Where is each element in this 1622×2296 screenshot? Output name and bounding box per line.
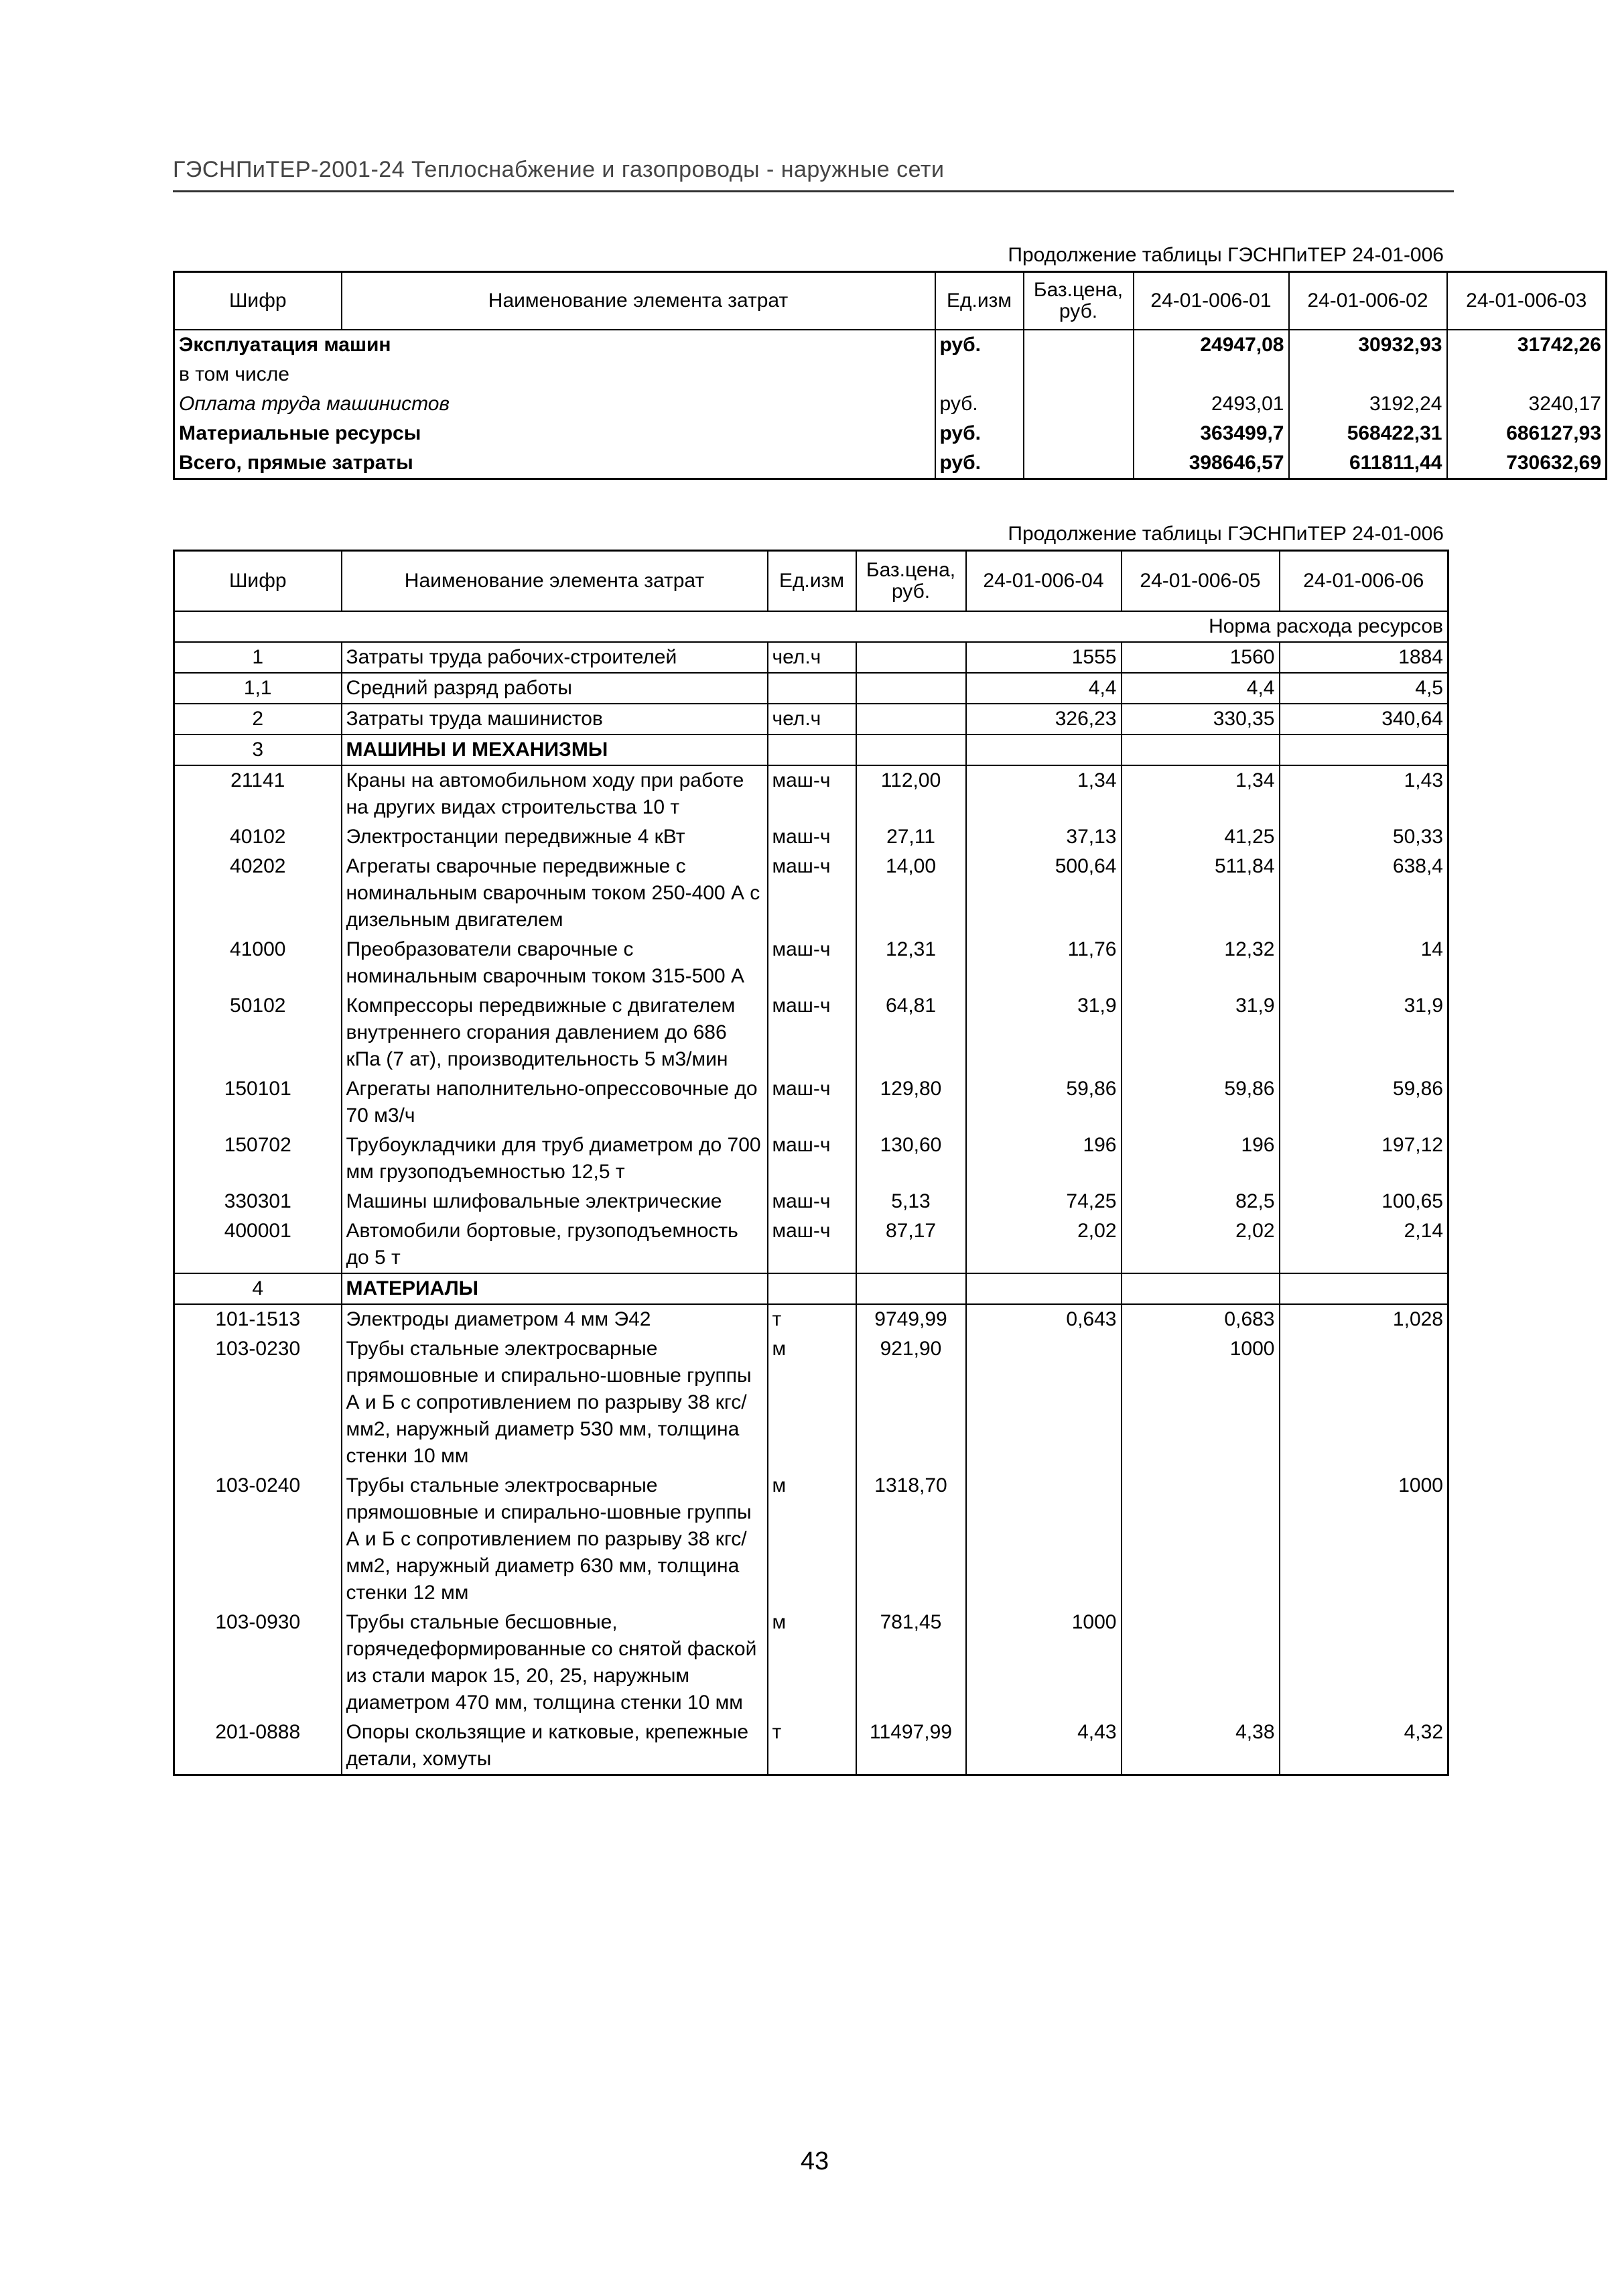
- row-name: Трубы стальные электросварные прямошовные и спирально-шовные группы А и Б с сопротивлением по разрыву 38 кгс/мм2, наружный диаметр 630 мм, толщина стенки 12 мм: [342, 1471, 768, 1608]
- row-price: [1024, 419, 1134, 448]
- row-value-1: 4,4: [966, 673, 1122, 704]
- row-code: 201-0888: [174, 1718, 342, 1775]
- row-value-3: 197,12: [1280, 1131, 1448, 1187]
- table-row: [174, 1074, 1448, 1131]
- row-value-2: 82,5: [1122, 1187, 1280, 1216]
- row-code: 150101: [174, 1074, 342, 1131]
- row-unit: маш-ч: [768, 852, 856, 935]
- row-value-2: 330,35: [1122, 704, 1280, 735]
- table-row: [174, 1718, 1448, 1775]
- row-value-3: 100,65: [1280, 1187, 1448, 1216]
- row-name: Эксплуатация машин: [174, 330, 935, 360]
- row-code: 41000: [174, 935, 342, 991]
- row-name: Электроды диаметром 4 мм Э42: [342, 1304, 768, 1334]
- row-name: Трубы стальные электросварные прямошовные и спирально-шовные группы А и Б с сопротивлением по разрыву 38 кгс/мм2, наружный диаметр 530 мм, толщина стенки 10 мм: [342, 1334, 768, 1471]
- row-unit: [768, 673, 856, 704]
- row-value-3: 14: [1280, 935, 1448, 991]
- col-header-name: Наименование элемента затрат: [342, 272, 935, 330]
- col-header-code: Шифр: [174, 551, 342, 612]
- table-row: [174, 822, 1448, 852]
- row-name: Электростанции передвижные 4 кВт: [342, 822, 768, 852]
- row-value-3: 686127,93: [1447, 419, 1607, 448]
- row-value-3: 2,14: [1280, 1216, 1448, 1273]
- row-unit: м: [768, 1334, 856, 1471]
- row-code: 50102: [174, 991, 342, 1074]
- row-value-1: 500,64: [966, 852, 1122, 935]
- row-value-1: 326,23: [966, 704, 1122, 735]
- table-row: [174, 991, 1448, 1074]
- row-value-1: 196: [966, 1131, 1122, 1187]
- row-unit: руб.: [935, 419, 1024, 448]
- row-value-3: [1280, 1334, 1448, 1471]
- row-value-2: [1289, 360, 1447, 389]
- row-code: 150702: [174, 1131, 342, 1187]
- row-value-1: 363499,7: [1134, 419, 1289, 448]
- row-name: Машины шлифовальные электрические: [342, 1187, 768, 1216]
- row-value-3: 31,9: [1280, 991, 1448, 1074]
- table-row: [174, 330, 1607, 360]
- row-unit: руб.: [935, 389, 1024, 419]
- table-row: [174, 1187, 1448, 1216]
- row-price: 12,31: [856, 935, 966, 991]
- row-price: 14,00: [856, 852, 966, 935]
- col-header-rate-1: 24-01-006-01: [1134, 272, 1289, 330]
- row-value-1: 59,86: [966, 1074, 1122, 1131]
- row-value-1: 24947,08: [1134, 330, 1289, 360]
- row-unit: [935, 360, 1024, 389]
- table2-body: [174, 642, 1448, 1775]
- table2-caption: Продолжение таблицы ГЭСНПиТЕР 24-01-006: [1008, 523, 1444, 545]
- row-code: 3: [174, 735, 342, 765]
- row-unit: маш-ч: [768, 822, 856, 852]
- col-header-rate-2: 24-01-006-02: [1289, 272, 1447, 330]
- row-price: [856, 1273, 966, 1304]
- col-header-rate-5: 24-01-006-05: [1122, 551, 1280, 612]
- row-price: [1024, 330, 1134, 360]
- row-price: 64,81: [856, 991, 966, 1074]
- col-header-rate-3: 24-01-006-03: [1447, 272, 1607, 330]
- row-code: 103-0930: [174, 1608, 342, 1718]
- row-price: 27,11: [856, 822, 966, 852]
- table-row: [174, 389, 1607, 419]
- row-value-2: 1000: [1122, 1334, 1280, 1471]
- row-unit: т: [768, 1718, 856, 1775]
- row-name: Преобразователи сварочные с номинальным сварочным током 315-500 А: [342, 935, 768, 991]
- table-row: [174, 360, 1607, 389]
- row-code: 21141: [174, 765, 342, 822]
- table1-header-row: [174, 272, 1607, 330]
- row-name: в том числе: [174, 360, 935, 389]
- row-price: [856, 642, 966, 673]
- row-value-2: 4,38: [1122, 1718, 1280, 1775]
- table-row: [174, 735, 1448, 765]
- col-header-base-price: Баз.цена, руб.: [1024, 272, 1134, 330]
- row-value-1: [966, 1273, 1122, 1304]
- row-value-1: [966, 1471, 1122, 1608]
- row-unit: [768, 1273, 856, 1304]
- row-code: 103-0230: [174, 1334, 342, 1471]
- row-unit: маш-ч: [768, 991, 856, 1074]
- row-code: 1: [174, 642, 342, 673]
- row-value-3: 1000: [1280, 1471, 1448, 1608]
- row-name: Агрегаты сварочные передвижные с номинальным сварочным током 250-400 А с дизельным двигателем: [342, 852, 768, 935]
- table-row: [174, 1216, 1448, 1273]
- row-value-2: 0,683: [1122, 1304, 1280, 1334]
- row-price: 11497,99: [856, 1718, 966, 1775]
- row-unit: маш-ч: [768, 935, 856, 991]
- row-value-1: 1555: [966, 642, 1122, 673]
- row-price: 1318,70: [856, 1471, 966, 1608]
- table-row: [174, 765, 1448, 822]
- row-value-2: 41,25: [1122, 822, 1280, 852]
- row-value-3: [1280, 735, 1448, 765]
- header-rule: [173, 190, 1454, 192]
- row-value-1: [966, 735, 1122, 765]
- col-header-name: Наименование элемента затрат: [342, 551, 768, 612]
- row-unit: [768, 735, 856, 765]
- row-name: Компрессоры передвижные с двигателем внутреннего сгорания давлением до 686 кПа (7 ат), производительность 5 м3/мин: [342, 991, 768, 1074]
- row-name: Затраты труда рабочих-строителей: [342, 642, 768, 673]
- page-number: 43: [800, 2147, 829, 2175]
- row-value-3: [1280, 1608, 1448, 1718]
- row-unit: м: [768, 1608, 856, 1718]
- row-price: [1024, 360, 1134, 389]
- col-header-code: Шифр: [174, 272, 342, 330]
- row-unit: руб.: [935, 448, 1024, 479]
- running-header: ГЭСНПиТЕР-2001-24 Теплоснабжение и газопроводы - наружные сети: [173, 157, 945, 182]
- row-code: 40202: [174, 852, 342, 935]
- row-code: 101-1513: [174, 1304, 342, 1334]
- col-header-base-price: Баз.цена, руб.: [856, 551, 966, 612]
- row-value-3: 4,32: [1280, 1718, 1448, 1775]
- row-value-2: 30932,93: [1289, 330, 1447, 360]
- row-value-1: 74,25: [966, 1187, 1122, 1216]
- row-value-1: 31,9: [966, 991, 1122, 1074]
- table2-header-row: [174, 551, 1448, 612]
- row-unit: маш-ч: [768, 1074, 856, 1131]
- row-value-2: [1122, 735, 1280, 765]
- row-price: 129,80: [856, 1074, 966, 1131]
- row-price: 87,17: [856, 1216, 966, 1273]
- row-value-3: 3240,17: [1447, 389, 1607, 419]
- table1-caption: Продолжение таблицы ГЭСНПиТЕР 24-01-006: [1008, 244, 1444, 266]
- row-price: 921,90: [856, 1334, 966, 1471]
- row-code: 330301: [174, 1187, 342, 1216]
- row-value-2: 2,02: [1122, 1216, 1280, 1273]
- row-value-1: 1,34: [966, 765, 1122, 822]
- row-value-2: 3192,24: [1289, 389, 1447, 419]
- table-row: [174, 1273, 1448, 1304]
- row-value-3: 638,4: [1280, 852, 1448, 935]
- row-value-3: 1,43: [1280, 765, 1448, 822]
- row-value-3: [1280, 1273, 1448, 1304]
- row-price: [856, 735, 966, 765]
- row-value-2: 511,84: [1122, 852, 1280, 935]
- row-name: МАШИНЫ И МЕХАНИЗМЫ: [342, 735, 768, 765]
- table-row: [174, 1304, 1448, 1334]
- row-value-2: 568422,31: [1289, 419, 1447, 448]
- row-unit: руб.: [935, 330, 1024, 360]
- resource-norms-table: [173, 550, 1449, 1776]
- row-value-1: 1000: [966, 1608, 1122, 1718]
- row-price: [1024, 389, 1134, 419]
- row-name: Средний разряд работы: [342, 673, 768, 704]
- row-code: 2: [174, 704, 342, 735]
- row-value-2: [1122, 1273, 1280, 1304]
- row-value-3: 4,5: [1280, 673, 1448, 704]
- row-name: Трубоукладчики для труб диаметром до 700 мм грузоподъемностью 12,5 т: [342, 1131, 768, 1187]
- col-header-rate-6: 24-01-006-06: [1280, 551, 1448, 612]
- row-value-1: 398646,57: [1134, 448, 1289, 479]
- table-row: [174, 673, 1448, 704]
- row-value-3: 50,33: [1280, 822, 1448, 852]
- cost-summary-table: [173, 271, 1607, 480]
- row-unit: маш-ч: [768, 1216, 856, 1273]
- col-header-unit: Ед.изм: [768, 551, 856, 612]
- row-unit: чел.ч: [768, 642, 856, 673]
- row-unit: маш-ч: [768, 1131, 856, 1187]
- row-value-2: 611811,44: [1289, 448, 1447, 479]
- row-name: Материальные ресурсы: [174, 419, 935, 448]
- row-value-3: 31742,26: [1447, 330, 1607, 360]
- row-price: [856, 704, 966, 735]
- row-value-2: 31,9: [1122, 991, 1280, 1074]
- row-value-3: 59,86: [1280, 1074, 1448, 1131]
- row-name: Агрегаты наполнительно-опрессовочные до 70 м3/ч: [342, 1074, 768, 1131]
- row-value-2: 59,86: [1122, 1074, 1280, 1131]
- row-value-2: [1122, 1471, 1280, 1608]
- row-value-2: 12,32: [1122, 935, 1280, 991]
- table-row: [174, 448, 1607, 479]
- row-code: 400001: [174, 1216, 342, 1273]
- row-value-1: 0,643: [966, 1304, 1122, 1334]
- table-row: [174, 419, 1607, 448]
- table-row: [174, 935, 1448, 991]
- row-code: 1,1: [174, 673, 342, 704]
- row-value-3: 1,028: [1280, 1304, 1448, 1334]
- table-row: [174, 1131, 1448, 1187]
- row-value-3: [1447, 360, 1607, 389]
- norm-label: Норма расхода ресурсов: [174, 611, 1448, 642]
- row-price: 9749,99: [856, 1304, 966, 1334]
- row-value-1: [1134, 360, 1289, 389]
- row-unit: чел.ч: [768, 704, 856, 735]
- row-value-2: 196: [1122, 1131, 1280, 1187]
- row-name: Трубы стальные бесшовные, горячедеформированные со снятой фаской из стали марок 15, 20, 25, наружным диаметром 470 мм, толщина стенки 10 мм: [342, 1608, 768, 1718]
- row-value-1: 2493,01: [1134, 389, 1289, 419]
- row-price: 5,13: [856, 1187, 966, 1216]
- row-name: Опоры скользящие и катковые, крепежные детали, хомуты: [342, 1718, 768, 1775]
- table-row: [174, 704, 1448, 735]
- row-value-1: 37,13: [966, 822, 1122, 852]
- table-row: [174, 642, 1448, 673]
- row-unit: т: [768, 1304, 856, 1334]
- row-value-3: 1884: [1280, 642, 1448, 673]
- col-header-rate-4: 24-01-006-04: [966, 551, 1122, 612]
- row-unit: маш-ч: [768, 765, 856, 822]
- row-price: 781,45: [856, 1608, 966, 1718]
- row-unit: маш-ч: [768, 1187, 856, 1216]
- row-value-1: 2,02: [966, 1216, 1122, 1273]
- row-name: Затраты труда машинистов: [342, 704, 768, 735]
- row-price: [856, 673, 966, 704]
- row-unit: м: [768, 1471, 856, 1608]
- row-value-1: 11,76: [966, 935, 1122, 991]
- norm-label-row: [174, 611, 1448, 642]
- row-price: [1024, 448, 1134, 479]
- row-name: Автомобили бортовые, грузоподъемность до 5 т: [342, 1216, 768, 1273]
- row-value-1: 4,43: [966, 1718, 1122, 1775]
- table-row: [174, 1334, 1448, 1471]
- row-value-1: [966, 1334, 1122, 1471]
- row-value-3: 730632,69: [1447, 448, 1607, 479]
- table-row: [174, 1608, 1448, 1718]
- row-name: Оплата труда машинистов: [174, 389, 935, 419]
- row-price: 112,00: [856, 765, 966, 822]
- row-value-2: 1,34: [1122, 765, 1280, 822]
- row-code: 4: [174, 1273, 342, 1304]
- row-name: Краны на автомобильном ходу при работе на других видах строительства 10 т: [342, 765, 768, 822]
- row-value-2: 4,4: [1122, 673, 1280, 704]
- table-row: [174, 852, 1448, 935]
- col-header-unit: Ед.изм: [935, 272, 1024, 330]
- row-code: 40102: [174, 822, 342, 852]
- row-name: Всего, прямые затраты: [174, 448, 935, 479]
- row-code: 103-0240: [174, 1471, 342, 1608]
- row-value-2: 1560: [1122, 642, 1280, 673]
- table-row: [174, 1471, 1448, 1608]
- row-value-2: [1122, 1608, 1280, 1718]
- row-price: 130,60: [856, 1131, 966, 1187]
- row-name: МАТЕРИАЛЫ: [342, 1273, 768, 1304]
- row-value-3: 340,64: [1280, 704, 1448, 735]
